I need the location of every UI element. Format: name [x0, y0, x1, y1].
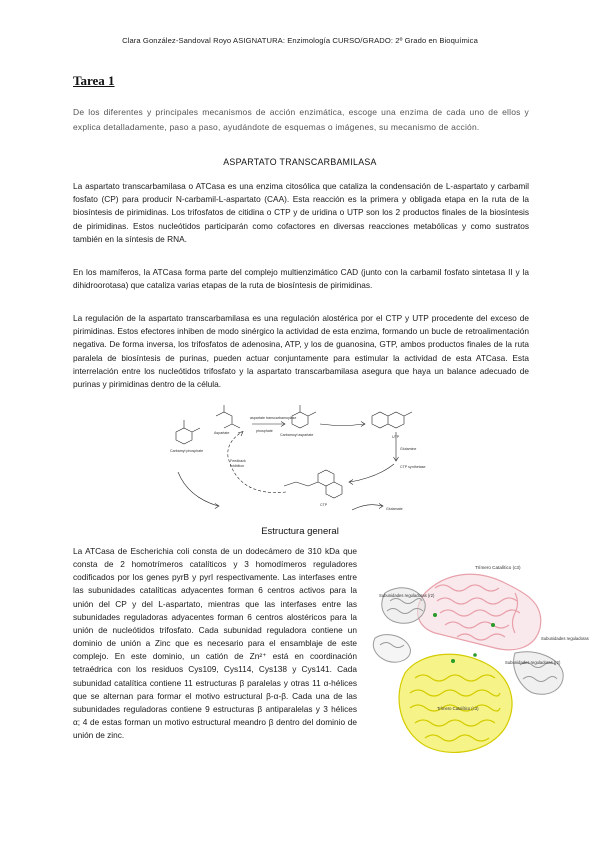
paragraph-structure: La ATCasa de Escherichia coli consta de un dodecámero de 310 kDa que consta de 2 homotrímeros catalíticos y 3 homodímeros reguladores codificados por los genes pyrB y pyrI respectivamente. Las interfases entre las subunidades catalíticas adyacentes forman 6 centros activos para la unión del CP y del L-aspartato, mientras que las interfases entre las subunidades reguladoras adyacentes forman 6 centros alostéricos para la unión de nucleótidos trifosfato. Cada subunidad reguladora contiene un dominio de unión a Zinc que es necesario para el ensamblaje de este complejo. En este dominio, un catión de Zn²⁺ está en coordinación tetraédrica con los residuos Cys109, Cys114, Cys138 y Cys141. Cada subunidad catalítica contiene 11 estructuras β paralelas y otras 11 α-hélices que se alternan para formar el motivo estructural β-α-β. Cada una de las subunidades reguladoras contiene 9 estructuras β antiparalelas y 3 hélices α; 4 de estas forman un motivo estructural meandro β dentro del dominio de unión de zinc. [73, 546, 357, 741]
label-phosphate: phosphate [256, 429, 273, 433]
atcase-structure-figure [365, 553, 589, 768]
label-utp: UTP [392, 435, 400, 439]
carbamoyl-aspartate-structure [292, 412, 308, 428]
section-title: ASPARTATO TRANSCARBAMILASA [223, 157, 377, 167]
carbamyl-phosphate-structure [176, 428, 192, 444]
label-ctp-synthetase: CTP synthetase [400, 465, 426, 469]
label-inhibition: inhibition [230, 464, 245, 468]
label-aspartate: Aspartate [214, 431, 230, 435]
document-header: Clara González-Sandoval Royo ASIGNATURA: Enzimología CURSO/GRADO: 2º Grado en Bioquímica [122, 36, 478, 45]
label-regulatory-right: Subunidades reguladoras [541, 636, 589, 641]
paragraph-definition: La aspartato transcarbamilasa o ATCasa es una enzima citosólica que cataliza la condensación de L-aspartato y carbamil fosfato (CP) para producir N-carbamil-L-aspartato (CAA). Esta reacción es la primera y obligada etapa en la ruta de la biosíntesis de pirimidinas. Los trifosfatos de citidina o CTP y de uridina o UTP son los 2 productos finales de la biosíntesis de pirimidinas. Estos nucleótidos participarán como cofactores en diversas reacciones metabólicas y como sustratos también en la síntesis de RNA. [73, 181, 529, 244]
label-carbamyl-phosphate: Carbamyl phosphate [170, 449, 204, 453]
label-enzyme: aspartate transcarbamoylase [250, 416, 297, 420]
task-title: Tarea 1 [73, 73, 115, 88]
utp-structure [372, 412, 388, 428]
label-ctp: CTP [320, 503, 328, 507]
label-catalytic-trimer-bottom: Trímero Catalítico (c3) [437, 706, 479, 711]
paragraph-cad-complex: En los mamíferos, la ATCasa forma parte del complejo multienzimático CAD (junto con la carbamil fosfato sintetasa II y la dihidroorotasa) que cataliza varias etapas de la ruta de biosíntesis de pirimidinas. [73, 267, 529, 291]
structure-section-title: Estructura general [261, 526, 339, 537]
label-regulatory-right-2: Subunidades reguladoras (r2) [505, 660, 561, 665]
label-catalytic-trimer-top: Trímero Catalítico (c3) [475, 565, 521, 570]
aspartate-structure [216, 412, 232, 428]
catalytic-trimer-top [418, 574, 541, 650]
label-glutamine: Glutamine [400, 447, 417, 451]
ctp-structure [318, 470, 334, 486]
label-feedback: Feedback [230, 459, 246, 463]
label-carbamoyl-aspartate: Carbamoyl aspartate [280, 433, 314, 437]
task-instructions: De los diferentes y principales mecanismos de acción enzimática, escoge una enzima de cada uno de ellos y explica detalladamente, paso a paso, ayudándote de esquemas o imágenes, su mecanismo de acción. [73, 107, 529, 132]
label-regulatory-left: Subunidades reguladoras (r2) [379, 593, 435, 598]
pyrimidine-pathway-scheme [168, 402, 440, 520]
catalytic-trimer-bottom [399, 654, 512, 752]
label-glutamate: Glutamate [386, 507, 403, 511]
paragraph-regulation: La regulación de la aspartato transcarbamilasa es una regulación alostérica por el CTP y UTP procedente del exceso de pirimidinas. Estos efectores inhiben de modo sinérgico la actividad de esta enzima, formando un bucle de retroalimentación negativa. De forma inversa, los trifosfatos de adenosina, ATP, y los de guanosina, GTP, ambos productos finales de la ruta paralela de biosíntesis de purinas, pueden actuar conjuntamente para estimular la actividad de esta ATCasa. Esta interrelación entre los nucleótidos trifosfato y la aspartato transcarbamilasa asegura que haya un balance adecuado de purinas y pirimidinas dentro de la célula. [73, 313, 529, 390]
